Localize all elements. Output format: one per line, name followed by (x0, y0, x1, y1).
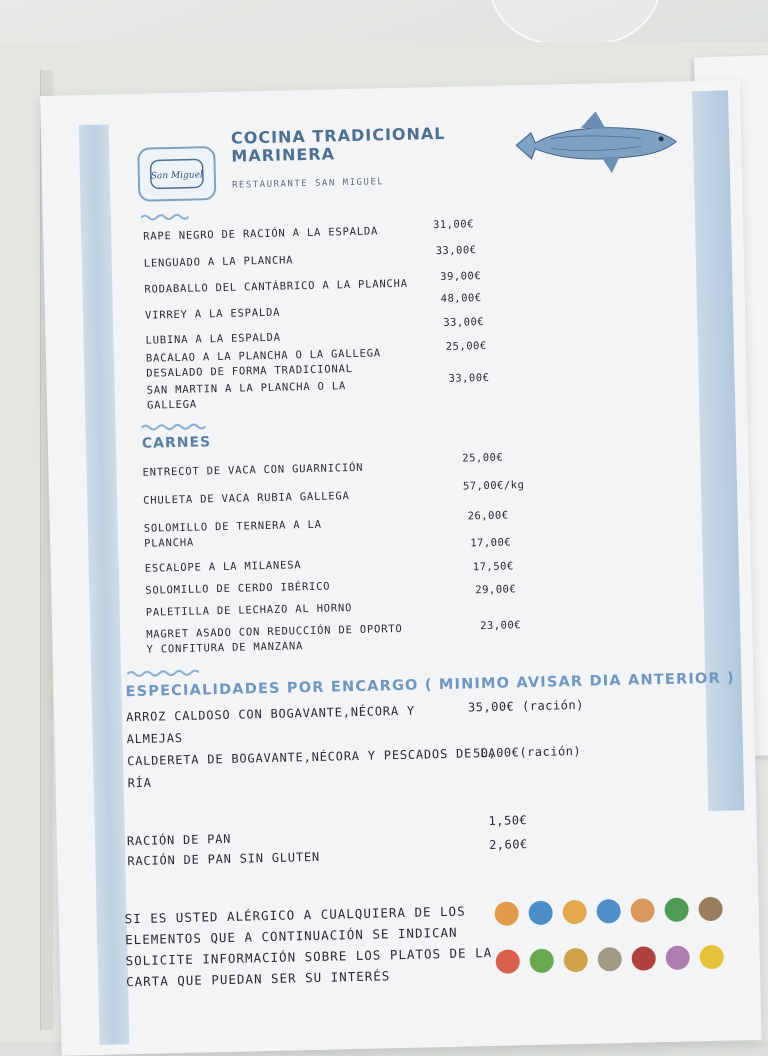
sesame-icon (597, 947, 622, 972)
menu-title (231, 123, 532, 166)
title-line2: MARINERA (231, 144, 336, 166)
crustaceans-icon (528, 901, 553, 926)
menu-item-price: 50,00€(ración) (472, 743, 582, 761)
menu-item: RACIÓN DE PAN SIN GLUTEN (127, 849, 321, 869)
menu-content (40, 80, 762, 1056)
mustard-icon (563, 948, 588, 973)
celery-icon (529, 949, 554, 974)
menu-item: PALETILLA DE LECHAZO AL HORNO (145, 602, 353, 619)
menu-item: ARROZ CALDOSO CON BOGAVANTE,NÉCORA Y ALMEJAS (125, 703, 416, 747)
lupin-icon (699, 945, 724, 970)
menu-item-price: 48,00€ (440, 292, 482, 305)
title-line1: COCINA TRADICIONAL (230, 123, 446, 148)
allergen-notice: SI ES USTED ALÉRGICO A CUALQUIERA DE LOS ELEMENTOS QUE A CONTINUACIÓN SE INDICAN SOLICITE INFORMACIÓN SOBRE LOS PLATOS DE LA CARTA QUE PUEDAN SER SU INTERÉS (124, 903, 493, 990)
menu-item-price: 17,00€ (470, 536, 512, 550)
menu-item: SOLOMILLO DE CERDO IBÉRICO (145, 580, 331, 597)
menu-item-price: 23,00€ (480, 619, 522, 633)
menu-item-price: 25,00€ (445, 339, 487, 353)
restaurant-logo (137, 146, 216, 202)
menu-item-price: 33,00€ (443, 315, 485, 329)
menu-item-price: 1,50€ (488, 813, 528, 829)
menu-item-price: 2,60€ (488, 837, 528, 853)
wave-divider-icon (141, 213, 189, 222)
menu-item: RACIÓN DE PAN (126, 831, 232, 849)
molluscs-icon (665, 945, 690, 970)
menu-item-price: 17,50€ (472, 560, 514, 574)
menu-item-price: 57,00€/kg (462, 479, 525, 493)
menu-item: CHULETA DE VACA RUBIA GALLEGA (143, 490, 350, 507)
svg-text:San Miguel: San Miguel (150, 170, 203, 182)
allergen-icons-grid (488, 893, 730, 988)
menu-item: RAPE NEGRO DE RACIÓN A LA ESPALDA (143, 225, 379, 243)
menu-item: ESCALOPE A LA MILANESA (144, 559, 302, 575)
section-title-carnes: CARNES (141, 434, 212, 452)
fish-icon (596, 899, 621, 924)
menu-item-price: 33,00€ (435, 244, 477, 258)
milk-icon (698, 897, 723, 922)
soy-icon (664, 897, 689, 922)
menu-item: RODABALLO DEL CANTÁBRICO A LA PLANCHA (144, 277, 408, 296)
wave-divider-icon (127, 669, 199, 679)
menu-item: CALDERETA DE BOGAVANTE,NÉCORA Y PESCADOS DE LA RÍA (126, 745, 497, 791)
section-title-especialidades: ESPECIALIDADES POR ENCARGO ( MINIMO AVISAR DIA ANTERIOR ) (125, 670, 736, 701)
nuts-icon (495, 949, 520, 974)
fish-illustration-icon (510, 101, 682, 185)
menu-item-price: 29,00€ (475, 583, 517, 597)
menu-item: LENGUADO A LA PLANCHA (143, 254, 294, 270)
menu-item: VIRREY A LA ESPALDA (144, 306, 281, 322)
logo-emblem-icon (146, 153, 207, 194)
menu-item: MAGRET ASADO CON REDUCCIÓN DE OPORTO Y CONFITURA DE MANZANA (146, 622, 403, 656)
menu-item: SOLOMILLO DE TERNERA A LA PLANCHA (143, 518, 322, 550)
sulphites-icon (631, 946, 656, 971)
egg-icon (562, 900, 587, 925)
restaurant-name: RESTAURANTE SAN MIGUEL (231, 177, 385, 191)
menu-item: LUBINA A LA ESPALDA (145, 331, 281, 347)
menu-sheet (40, 80, 762, 1056)
peanut-icon (630, 898, 655, 923)
menu-item-price: 25,00€ (462, 451, 504, 465)
menu-item: SAN MARTIN A LA PLANCHA O LA GALLEGA (146, 380, 347, 412)
wave-divider-icon (141, 422, 205, 431)
menu-item: BACALAO A LA PLANCHA O LA GALLEGA DESALADO DE FORMA TRADICIONAL (145, 347, 382, 380)
menu-item-price: 26,00€ (467, 509, 509, 523)
menu-item-price: 31,00€ (432, 218, 475, 232)
menu-item-price: 35,00€ (ración) (467, 697, 584, 715)
menu-item-price: 33,00€ (448, 371, 490, 385)
menu-item-price: 39,00€ (440, 270, 482, 283)
menu-item: ENTRECOT DE VACA CON GUARNICIÓN (142, 461, 364, 479)
gluten-icon (494, 901, 519, 926)
